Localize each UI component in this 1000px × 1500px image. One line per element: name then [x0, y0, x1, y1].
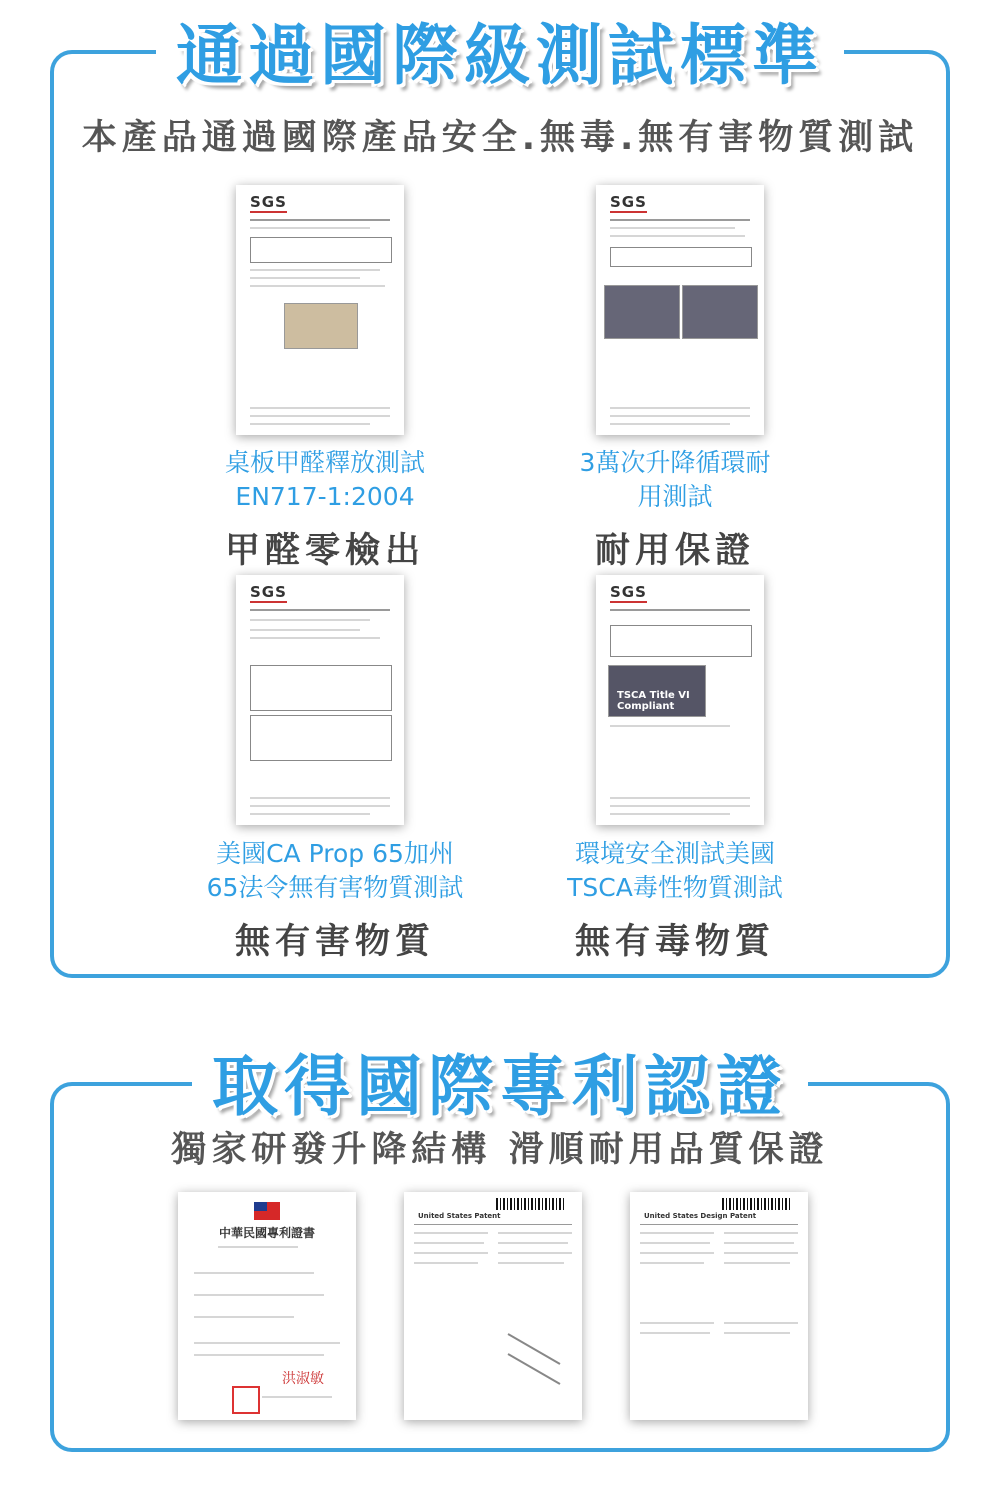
sgs-logo: SGS	[610, 193, 647, 211]
report-image-tsca	[596, 575, 764, 825]
report-image-prop65	[236, 575, 404, 825]
highlight-text: 無有毒物質	[574, 922, 775, 962]
certificate-heading: United States Patent	[418, 1212, 501, 1220]
certificate-heading: United States Design Patent	[644, 1212, 757, 1220]
patent-certificate-taiwan	[178, 1192, 356, 1420]
barcode-icon	[722, 1198, 792, 1210]
sample-photo-right	[682, 285, 758, 339]
report-caption-prop65: 美國CA Prop 65加州 65法令無有害物質測試 無有害物質	[185, 838, 485, 958]
section-title-patents: 取得國際專利認證	[0, 1047, 1000, 1127]
highlight-text: 耐用保證	[594, 531, 755, 571]
patent-document-us	[404, 1192, 582, 1420]
sgs-logo: SGS	[250, 193, 287, 211]
taiwan-flag-icon	[254, 1202, 280, 1220]
tsca-label-photo: TSCA Title VI Compliant	[608, 665, 706, 717]
patent-drawing	[508, 1333, 561, 1365]
official-seal-icon	[232, 1386, 260, 1414]
certificate-heading: 中華民國專利證書	[218, 1226, 315, 1240]
report-image-durability	[596, 185, 764, 435]
sgs-logo: SGS	[250, 583, 287, 601]
section-subtitle-patents: 獨家研發升降結構 滑順耐用品質保證	[171, 1130, 829, 1170]
report-image-formaldehyde	[236, 185, 404, 435]
sample-photo-left	[604, 285, 680, 339]
sgs-logo: SGS	[610, 583, 647, 601]
report-caption-formaldehyde: 桌板甲醛釋放測試 EN717-1:2004 甲醛零檢出	[185, 447, 465, 567]
highlight-text: 無有害物質	[234, 922, 435, 962]
highlight-text: 甲醛零檢出	[224, 531, 425, 571]
section-subtitle-tests: 本產品通過國際產品安全.無毒.無有害物質測試	[81, 118, 919, 158]
signature: 洪淑敏	[282, 1371, 324, 1387]
barcode-icon	[496, 1198, 566, 1210]
patent-document-us-design	[630, 1192, 808, 1420]
sample-photo	[284, 303, 358, 349]
section-title-tests: 通過國際級測試標準	[0, 16, 1000, 96]
report-caption-durability: 3萬次升降循環耐 用測試 耐用保證	[535, 447, 815, 567]
report-caption-tsca: 環境安全測試美國 TSCA毒性物質測試 無有毒物質	[525, 838, 825, 958]
